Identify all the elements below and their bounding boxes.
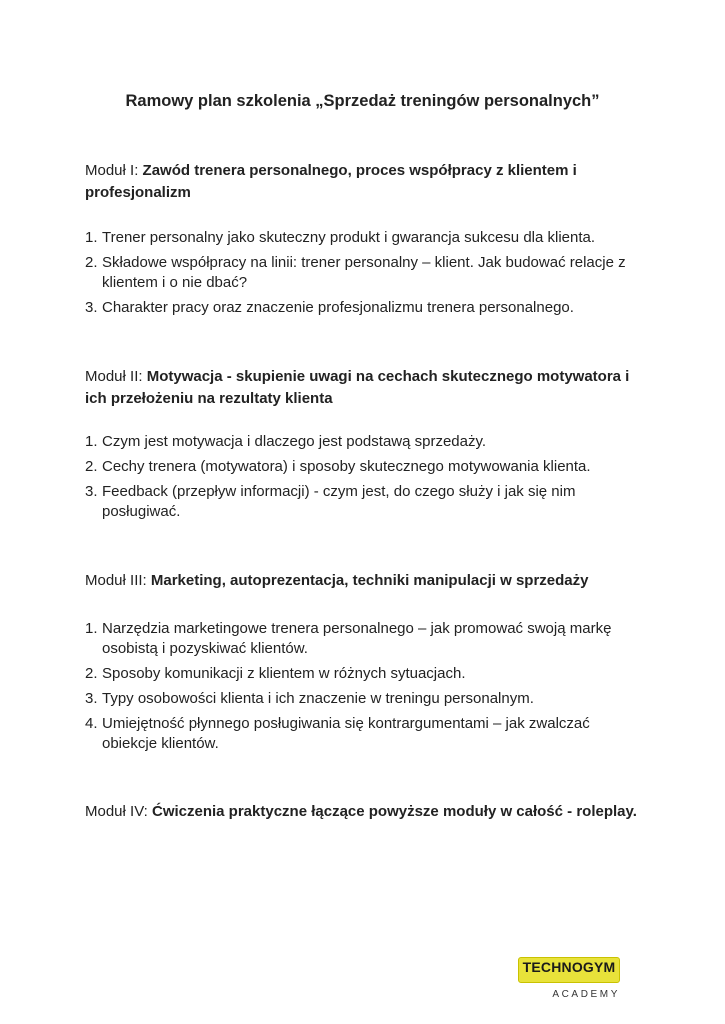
module-4-prefix: Moduł IV: [85, 803, 152, 820]
list-item-text: Sposoby komunikacji z klientem w różnych sytuacjach. [102, 665, 466, 682]
list-item-text: Umiejętność płynnego posługiwania się kontrargumentami – jak zwalczać obiekcje klientów. [102, 715, 590, 752]
technogym-academy-logo [518, 957, 620, 1003]
module-3-heading [85, 570, 645, 592]
module-3-list [85, 619, 645, 759]
list-item: 3. Typy osobowości klienta i ich znaczenie w treningu personalnym. [85, 690, 534, 707]
module-1-heading [85, 160, 645, 204]
list-item-text: Składowe współpracy na linii: trener personalny – klient. Jak budować relacje z klientem i o nie dbać? [102, 254, 626, 291]
list-item: 1. Czym jest motywacja i dlaczego jest podstawą sprzedaży. [85, 433, 487, 450]
module-1-name: Zawód trenera personalnego, proces współpracy z klientem i profesjonalizm [85, 162, 577, 201]
module-3-name: Marketing, autoprezentacja, techniki manipulacji w sprzedaży [150, 572, 589, 589]
module-4-name: Ćwiczenia praktyczne łączące powyższe moduły w całość - roleplay. [151, 803, 637, 820]
module-4-heading [85, 801, 645, 823]
module-2-heading [85, 366, 645, 410]
list-item-text: Trener personalny jako skuteczny produkt i gwarancja sukcesu dla klienta. [102, 229, 596, 246]
list-item-text: Narzędzia marketingowe trenera personalnego – jak promować swoją markę osobistą i pozyskiwać klientów. [102, 620, 612, 657]
list-item-text: Charakter pracy oraz znaczenie profesjonalizmu trenera personalnego. [102, 299, 574, 316]
list-item: 2. Cechy trenera (motywatora) i sposoby skutecznego motywowania klienta. [85, 458, 591, 475]
module-2-prefix: Moduł II: [85, 368, 147, 385]
module-2-name: Motywacja - skupienie uwagi na cechach skutecznego motywatora i ich przełożeniu na rezultaty klienta [85, 368, 630, 407]
list-item: 2. Składowe współpracy na linii: trener personalny – klient. Jak budować relacje z klientem i o nie dbać? [85, 254, 626, 291]
list-item-text: Czym jest motywacja i dlaczego jest podstawą sprzedaży. [102, 433, 487, 450]
list-item: 3. Charakter pracy oraz znaczenie profesjonalizmu trenera personalnego. [85, 299, 574, 316]
list-item-text: Typy osobowości klienta i ich znaczenie w treningu personalnym. [102, 690, 534, 707]
document-title: Ramowy plan szkolenia „Sprzedaż treningów personalnych” [125, 92, 600, 110]
list-item-text: Cechy trenera (motywatora) i sposoby skutecznego motywowania klienta. [102, 458, 591, 475]
list-item: 3. Feedback (przepływ informacji) - czym jest, do czego służy i jak się nim posługiwać. [85, 483, 576, 520]
list-item-text: Feedback (przepływ informacji) - czym jest, do czego służy i jak się nim posługiwać. [102, 483, 576, 520]
module-3-prefix: Moduł III: [85, 572, 151, 589]
list-item: 1. Narzędzia marketingowe trenera personalnego – jak promować swoją markę osobistą i pozyskiwać klientów. [85, 620, 612, 657]
module-1-list [85, 228, 645, 323]
module-1-prefix: Moduł I: [85, 162, 143, 179]
list-item: 1. Trener personalny jako skuteczny produkt i gwarancja sukcesu dla klienta. [85, 229, 596, 246]
list-item: 2. Sposoby komunikacji z klientem w różnych sytuacjach. [85, 665, 466, 682]
logo-subtitle: ACADEMY [552, 989, 620, 1000]
list-item: 4. Umiejętność płynnego posługiwania się kontrargumentami – jak zwalczać obiekcje klientów. [85, 715, 590, 752]
logo-wordmark: TECHNOGYM [522, 959, 616, 975]
module-2-list [85, 432, 645, 527]
